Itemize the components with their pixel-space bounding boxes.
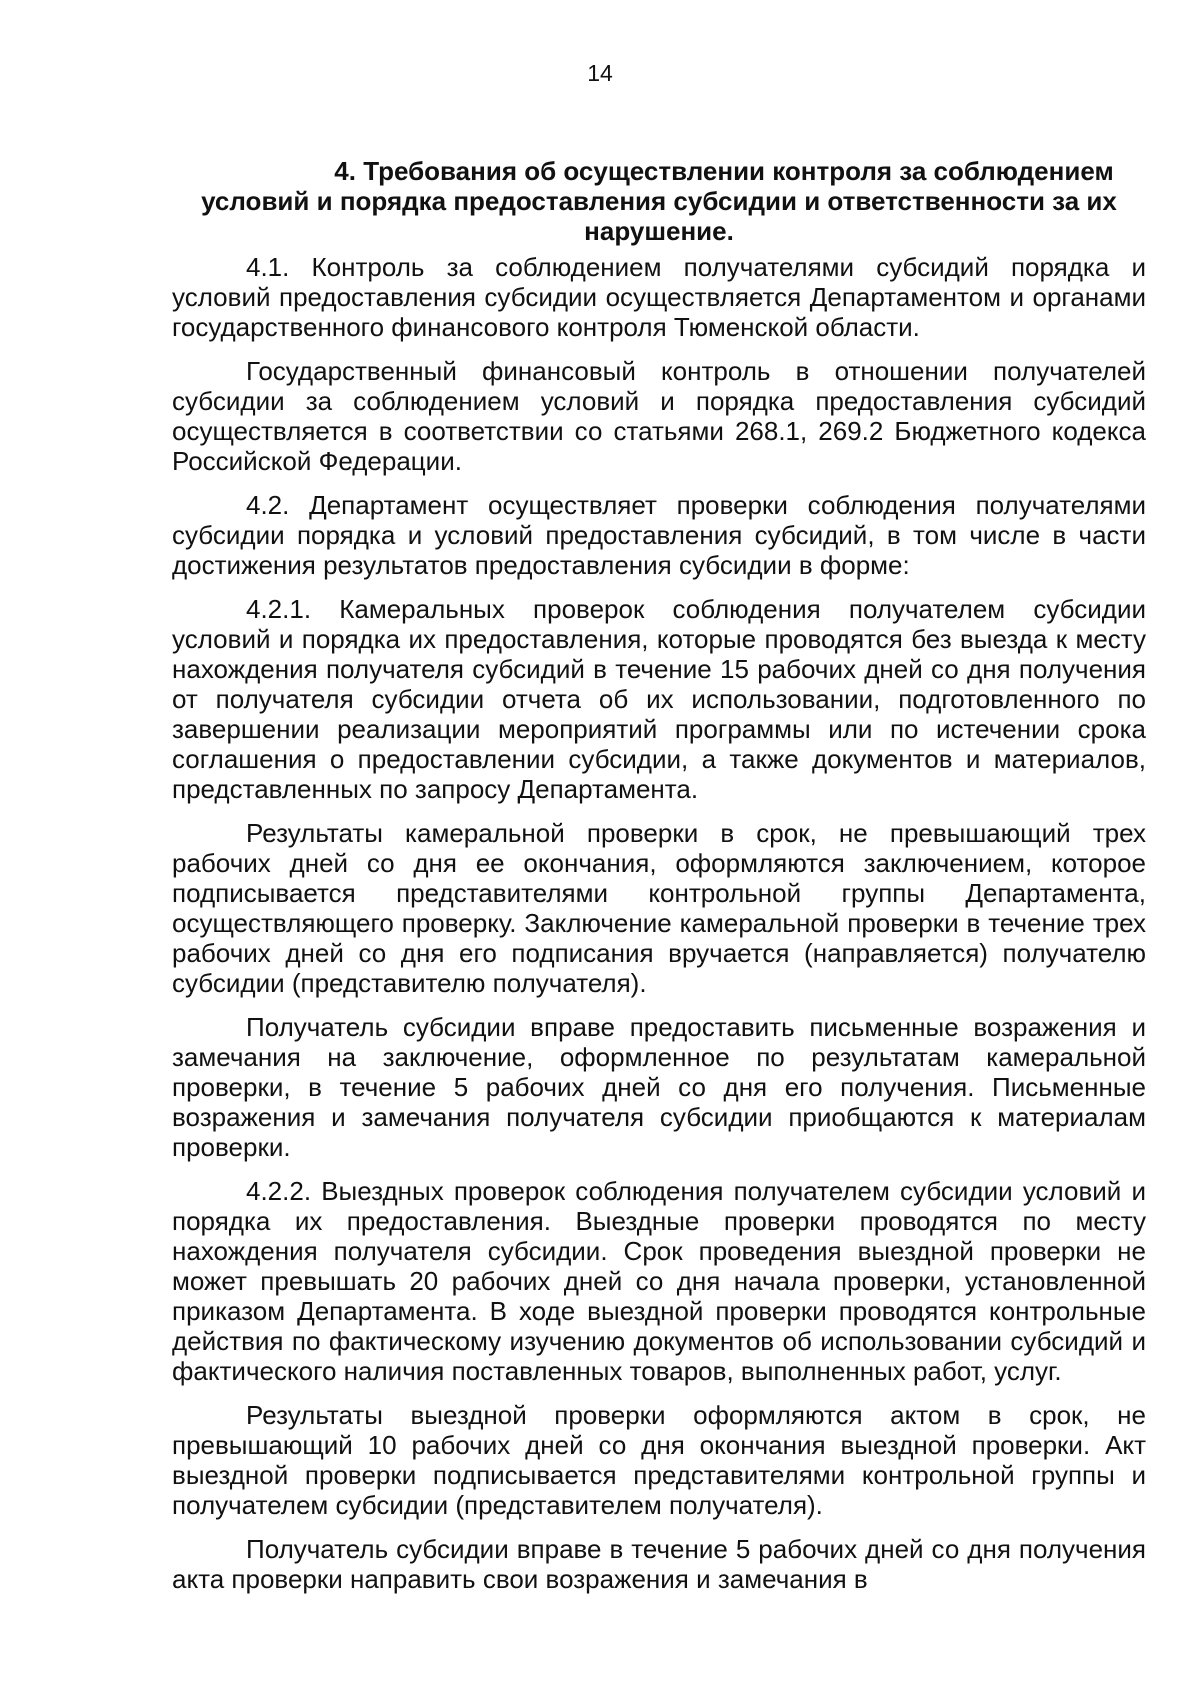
paragraph-cameral-results: Результаты камеральной проверки в срок, не превышающий трех рабочих дней со дня ее окончания, оформляются заключением, которое подписывается представителями контрольной группы Департамента, осуществляющего проверку. Заключение камеральной проверки в течение трех рабочих дней со дня его подписания вручается (направляется) получателю субсидии (представителю получателя).	[172, 818, 1146, 998]
page-number: 14	[587, 60, 613, 86]
paragraph-state-financial-control: Государственный финансовый контроль в отношении получателей субсидии за соблюдением условий и порядка предоставления субсидий осуществляется в соответствии со статьями 268.1, 269.2 Бюджетного кодекса Российской Федерации.	[172, 356, 1146, 476]
section-heading	[172, 156, 1146, 246]
document-body	[172, 156, 1146, 1594]
paragraph-4-2: 4.2. Департамент осуществляет проверки соблюдения получателями субсидии порядка и условий предоставления субсидий, в том числе в части достижения результатов предоставления субсидии в форме:	[172, 490, 1146, 580]
section-heading-line-2: условий и порядка предоставления субсидии и ответственности за их	[201, 186, 1117, 216]
paragraph-onsite-results: Результаты выездной проверки оформляются актом в срок, не превышающий 10 рабочих дней со дня окончания выездной проверки. Акт выездной проверки подписывается представителями контрольной группы и получателем субсидии (представителем получателя).	[172, 1400, 1146, 1520]
section-heading-line-3: нарушение.	[584, 216, 734, 246]
paragraph-onsite-objections: Получатель субсидии вправе в течение 5 рабочих дней со дня получения акта проверки направить свои возражения и замечания в	[172, 1534, 1146, 1594]
paragraph-4-1: 4.1. Контроль за соблюдением получателями субсидий порядка и условий предоставления субсидии осуществляется Департаментом и органами государственного финансового контроля Тюменской области.	[172, 252, 1146, 342]
paragraph-cameral-objections: Получатель субсидии вправе предоставить письменные возражения и замечания на заключение, оформленное по результатам камеральной проверки, в течение 5 рабочих дней со дня его получения. Письменные возражения и замечания получателя субсидии приобщаются к материалам проверки.	[172, 1012, 1146, 1162]
section-heading-line-1: 4. Требования об осуществлении контроля за соблюдением	[334, 156, 1114, 186]
paragraph-4-2-1: 4.2.1. Камеральных проверок соблюдения получателем субсидии условий и порядка их предоставления, которые проводятся без выезда к месту нахождения получателя субсидий в течение 15 рабочих дней со дня получения от получателя субсидии отчета об их использовании, подготовленного по завершении реализации мероприятий программы или по истечении срока соглашения о предоставлении субсидии, а также документов и материалов, представленных по запросу Департамента.	[172, 594, 1146, 804]
paragraph-4-2-2: 4.2.2. Выездных проверок соблюдения получателем субсидии условий и порядка их предоставления. Выездные проверки проводятся по месту нахождения получателя субсидии. Срок проведения выездной проверки не может превышать 20 рабочих дней со дня начала проверки, установленной приказом Департамента. В ходе выездной проверки проводятся контрольные действия по фактическому изучению документов об использовании субсидий и фактического наличия поставленных товаров, выполненных работ, услуг.	[172, 1176, 1146, 1386]
